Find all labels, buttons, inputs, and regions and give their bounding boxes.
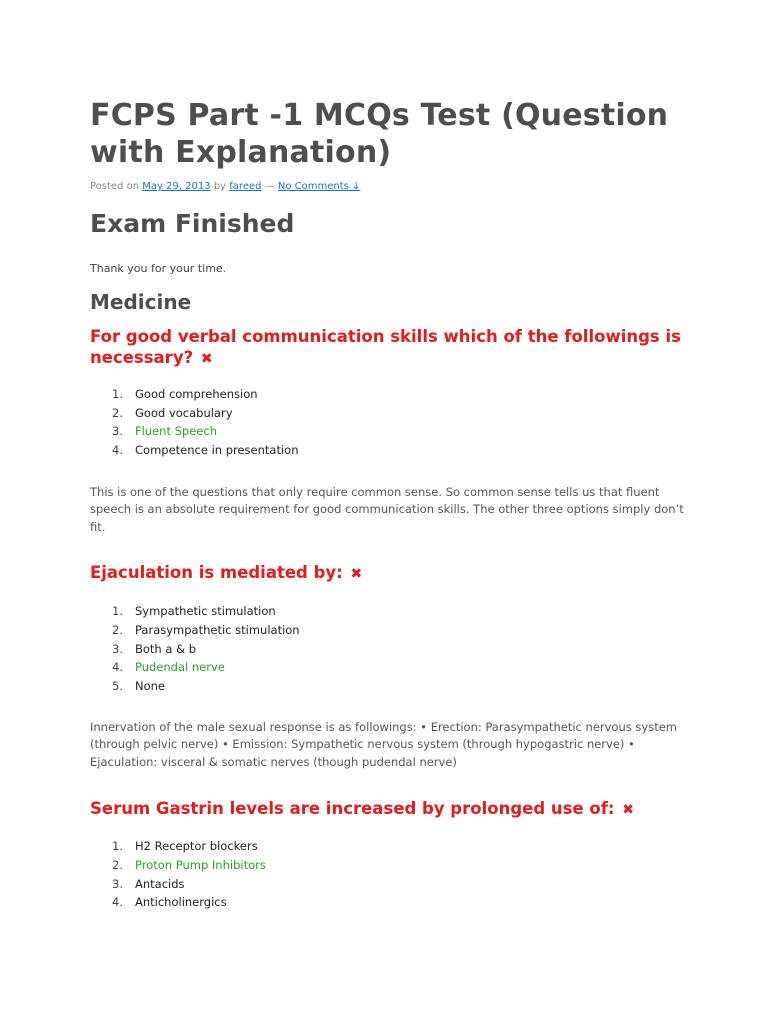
post-content <box>90 97 690 912</box>
option-item <box>90 640 690 659</box>
option-number: 2. <box>112 623 123 638</box>
section-heading: Medicine <box>90 290 192 314</box>
option-number: 5. <box>112 679 123 694</box>
option-number: 3. <box>112 876 123 891</box>
option-text: Both a & b <box>135 641 197 656</box>
by-label: by <box>213 181 227 192</box>
option-item-correct <box>90 658 690 677</box>
option-number: 2. <box>112 858 123 873</box>
option-number: 3. <box>112 424 123 439</box>
option-text: Fluent Speech <box>135 424 217 439</box>
option-item <box>90 404 690 423</box>
option-item <box>90 677 690 696</box>
option-item <box>90 385 690 404</box>
option-text: H2 Receptor blockers <box>135 839 258 854</box>
wrong-answer-icon: ✖ <box>200 351 213 367</box>
option-text: Good vocabulary <box>135 405 233 420</box>
option-text: Anticholinergics <box>135 895 227 910</box>
question-heading <box>90 326 690 370</box>
option-item <box>90 893 690 912</box>
option-item <box>90 602 690 621</box>
option-number: 3. <box>112 641 123 656</box>
wrong-answer-icon: ✖ <box>622 802 634 819</box>
option-text: Antacids <box>135 876 185 891</box>
option-number: 1. <box>112 604 123 619</box>
question-heading <box>90 798 690 821</box>
option-text: Good comprehension <box>135 387 258 401</box>
question-heading <box>90 562 690 585</box>
question-text: For good verbal communication skills which of the followings is necessary? <box>90 327 681 367</box>
option-text: None <box>135 679 166 694</box>
options-list <box>90 385 690 460</box>
thanks-text: Thank you for your time. <box>90 262 227 275</box>
question-text: Serum Gastrin levels are increased by prolonged use of: <box>90 799 615 819</box>
option-number: 1. <box>112 387 123 401</box>
option-number: 1. <box>112 839 123 854</box>
option-number: 4. <box>112 895 123 910</box>
post-date-link[interactable]: May 29, 2013 <box>142 181 211 192</box>
post-meta <box>90 180 690 194</box>
option-text: Competence in presentation <box>135 443 299 458</box>
options-list <box>90 837 690 912</box>
posted-on-label: Posted on <box>90 181 140 192</box>
option-text: Parasympathetic stimulation <box>135 623 300 638</box>
option-text: Proton Pump Inhibitors <box>135 858 266 873</box>
exam-heading: Exam Finished <box>90 209 295 238</box>
option-item-correct <box>90 422 690 441</box>
explanation-text: Innervation of the male sexual response is as followings: • Erection: Parasympathetic nervous system (through pelvic nerve) • Emission: Sympathetic nervous system (through hypogastric nerve) • Ejaculation: visceral & somatic nerves (though pudendal nerve) <box>90 719 677 769</box>
option-text: Sympathetic stimulation <box>135 604 276 619</box>
post-title: FCPS Part -1 MCQs Test (Question with Explanation) <box>90 98 669 170</box>
option-item <box>90 621 690 640</box>
meta-separator: — <box>264 181 275 192</box>
option-number: 4. <box>112 660 123 675</box>
option-number: 4. <box>112 443 123 458</box>
author-link[interactable]: fareed <box>229 181 262 192</box>
wrong-answer-icon: ✖ <box>350 566 363 583</box>
question-text: Ejaculation is mediated by: <box>90 563 343 583</box>
option-item-correct <box>90 856 690 875</box>
option-text: Pudendal nerve <box>135 660 225 675</box>
comments-link[interactable]: No Comments ↓ <box>277 181 361 192</box>
option-item <box>90 441 690 460</box>
option-item <box>90 837 690 856</box>
options-list <box>90 602 690 696</box>
explanation-text: This is one of the questions that only require common sense. So common sense tells us that fluent speech is an absolute requirement for good communication skills. The other three options simply don’t fit. <box>90 484 684 534</box>
option-item <box>90 875 690 894</box>
option-number: 2. <box>112 405 123 420</box>
